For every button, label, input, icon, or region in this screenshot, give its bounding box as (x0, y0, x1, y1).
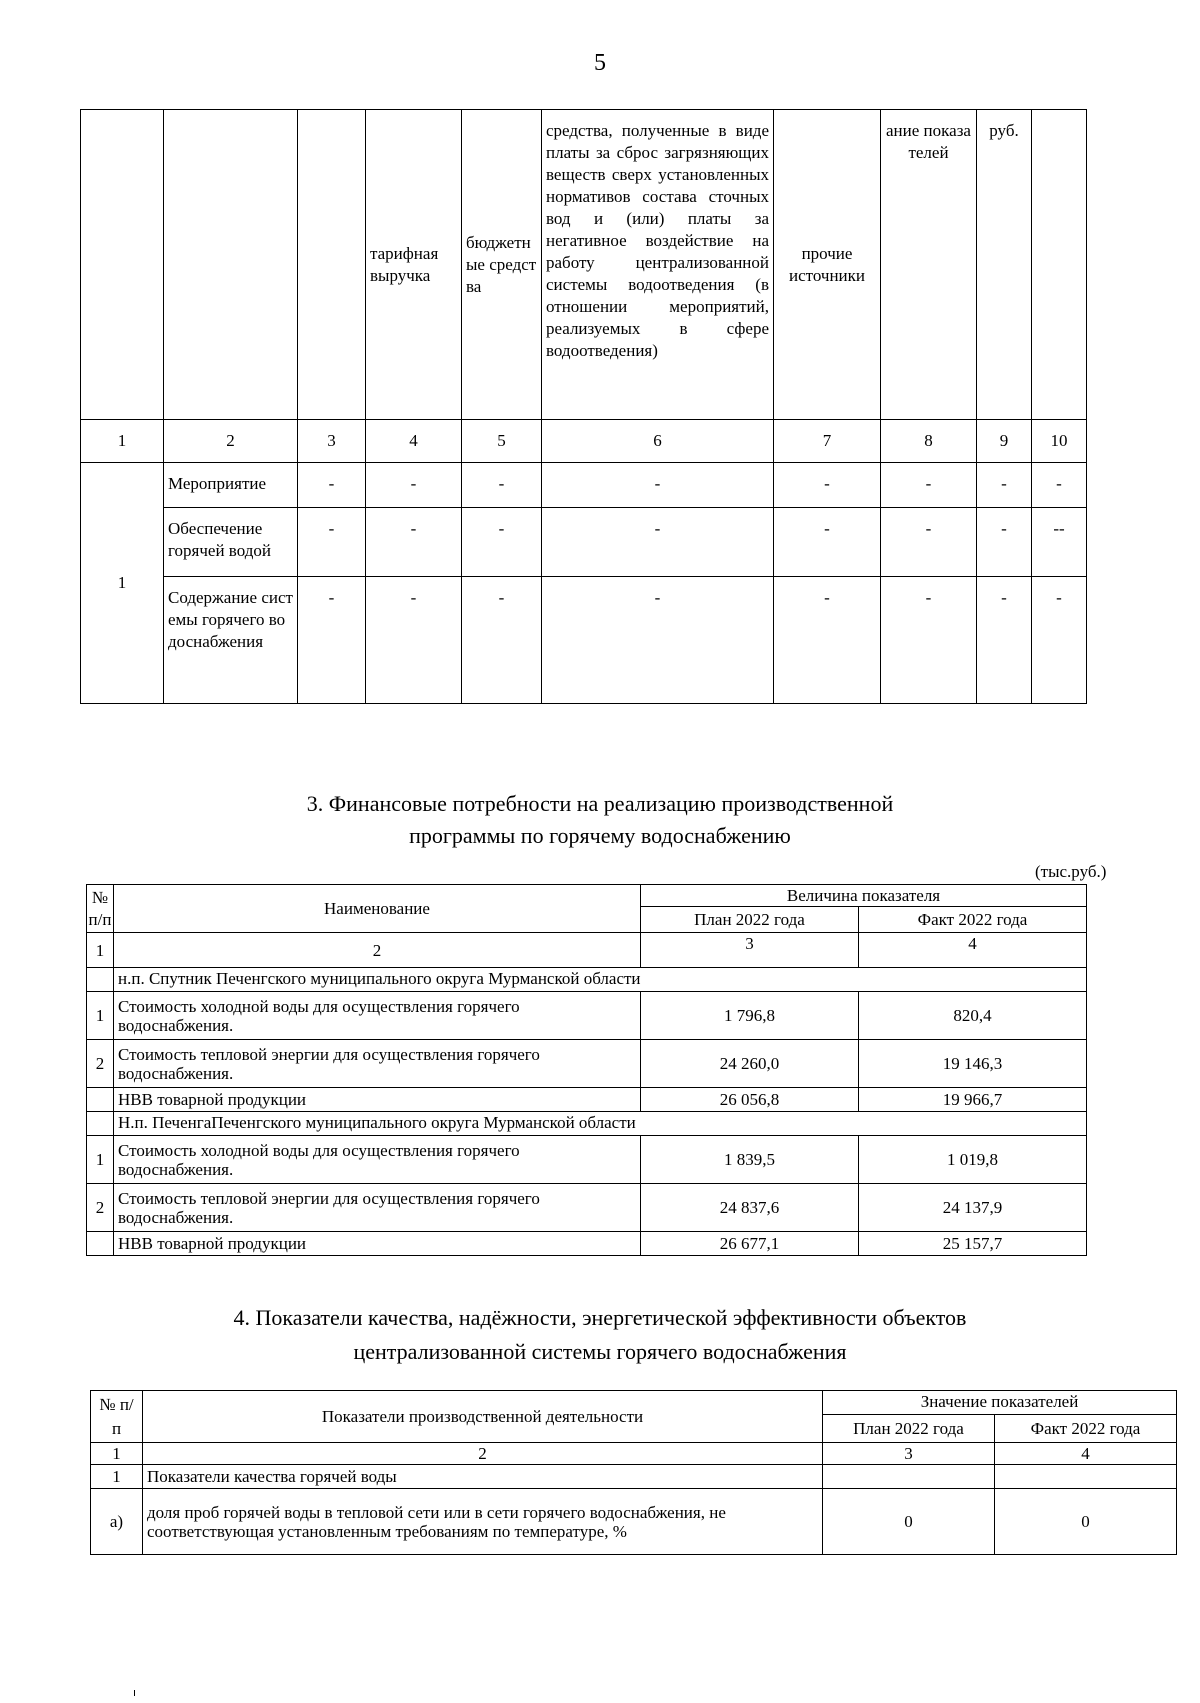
table-row: 1 Мероприятие - - - - - - - - (81, 463, 1087, 508)
header-rub: руб. (977, 110, 1032, 420)
scan-mark (134, 1690, 135, 1696)
header-budget-funds: бюджетные средства (462, 110, 542, 420)
group-title: Н.п. ПеченгаПеченгского муниципального округа Мурманской области (114, 1112, 1087, 1136)
header-other-sources: прочие источники (774, 110, 881, 420)
table-row: 1 Стоимость холодной воды для осуществления горячего водоснабжения. 1 796,8 820,4 (87, 992, 1087, 1040)
header-num: № п/п (91, 1391, 143, 1443)
total-row: НВВ товарной продукции 26 677,1 25 157,7 (87, 1232, 1087, 1256)
funding-sources-table (80, 109, 1087, 704)
financial-needs-table (86, 884, 1087, 1256)
header-tariff-revenue: тарифная выручка (366, 110, 462, 420)
group-number: 1 (81, 463, 164, 704)
table-row: 2 Стоимость тепловой энергии для осуществления горячего водоснабжения. 24 837,6 24 137,9 (87, 1184, 1087, 1232)
header-fees: средства, полученные в виде платы за сброс загрязняющих веществ сверх установленных нормативов состава сточных вод и (или) платы за негативное воздействие на работу централизованной системы водоотведения (в отношении мероприятий, реализуемых в сфере водоотведения) (542, 110, 774, 420)
table-row: Содержание системы горячего водоснабжения - - - - - - - - (81, 577, 1087, 704)
header-fact: Факт 2022 года (859, 907, 1087, 933)
header-plan: План 2022 года (823, 1415, 995, 1443)
group-title: н.п. Спутник Печенгского муниципального округа Мурманской области (114, 968, 1087, 992)
header-indicator-value: Величина показателя (641, 885, 1087, 907)
page-number: 5 (594, 50, 606, 76)
table-row: 1 Стоимость холодной воды для осуществления горячего водоснабжения. 1 839,5 1 019,8 (87, 1136, 1087, 1184)
column-numbers-row: 1 2 3 4 5 6 7 8 9 10 (81, 420, 1087, 463)
column-numbers-row: 1 2 3 4 (87, 933, 1087, 968)
table-row: Обеспечение горячей водой - - - - - - - -- (81, 508, 1087, 577)
section3-title-line2: программы по горячему водоснабжению (409, 823, 791, 848)
table-row: 2 Стоимость тепловой энергии для осуществления горячего водоснабжения. 24 260,0 19 146,3 (87, 1040, 1087, 1088)
section3-unit: (тыс.руб.) (1035, 862, 1107, 881)
header-plan: План 2022 года (641, 907, 859, 933)
table-row: 1 Показатели качества горячей воды (91, 1465, 1177, 1489)
header-indicator-values: Значение показателей (823, 1391, 1177, 1415)
header-name: Наименование (114, 885, 641, 933)
group-row (87, 1112, 1087, 1136)
quality-indicators-table (90, 1390, 1177, 1555)
header-indicator: ание показателей (881, 110, 977, 420)
section4-title-line1: 4. Показатели качества, надёжности, энергетической эффективности объектов (233, 1305, 967, 1330)
group-row (87, 968, 1087, 992)
table-row: а) доля проб горячей воды в тепловой сети или в сети горячего водоснабжения, не соответствующая установленным требованиям по температуре, % 0 0 (91, 1489, 1177, 1555)
section4-title-line2: централизованной системы горячего водоснабжения (353, 1339, 847, 1364)
total-row: НВВ товарной продукции 26 056,8 19 966,7 (87, 1088, 1087, 1112)
header-num: № п/п (87, 885, 114, 933)
header-fact: Факт 2022 года (995, 1415, 1177, 1443)
header-name: Показатели производственной деятельности (143, 1391, 823, 1443)
table-header-row (81, 110, 1087, 420)
section3-title-line1: 3. Финансовые потребности на реализацию производственной (306, 791, 894, 816)
column-numbers-row: 1 2 3 4 (91, 1443, 1177, 1465)
